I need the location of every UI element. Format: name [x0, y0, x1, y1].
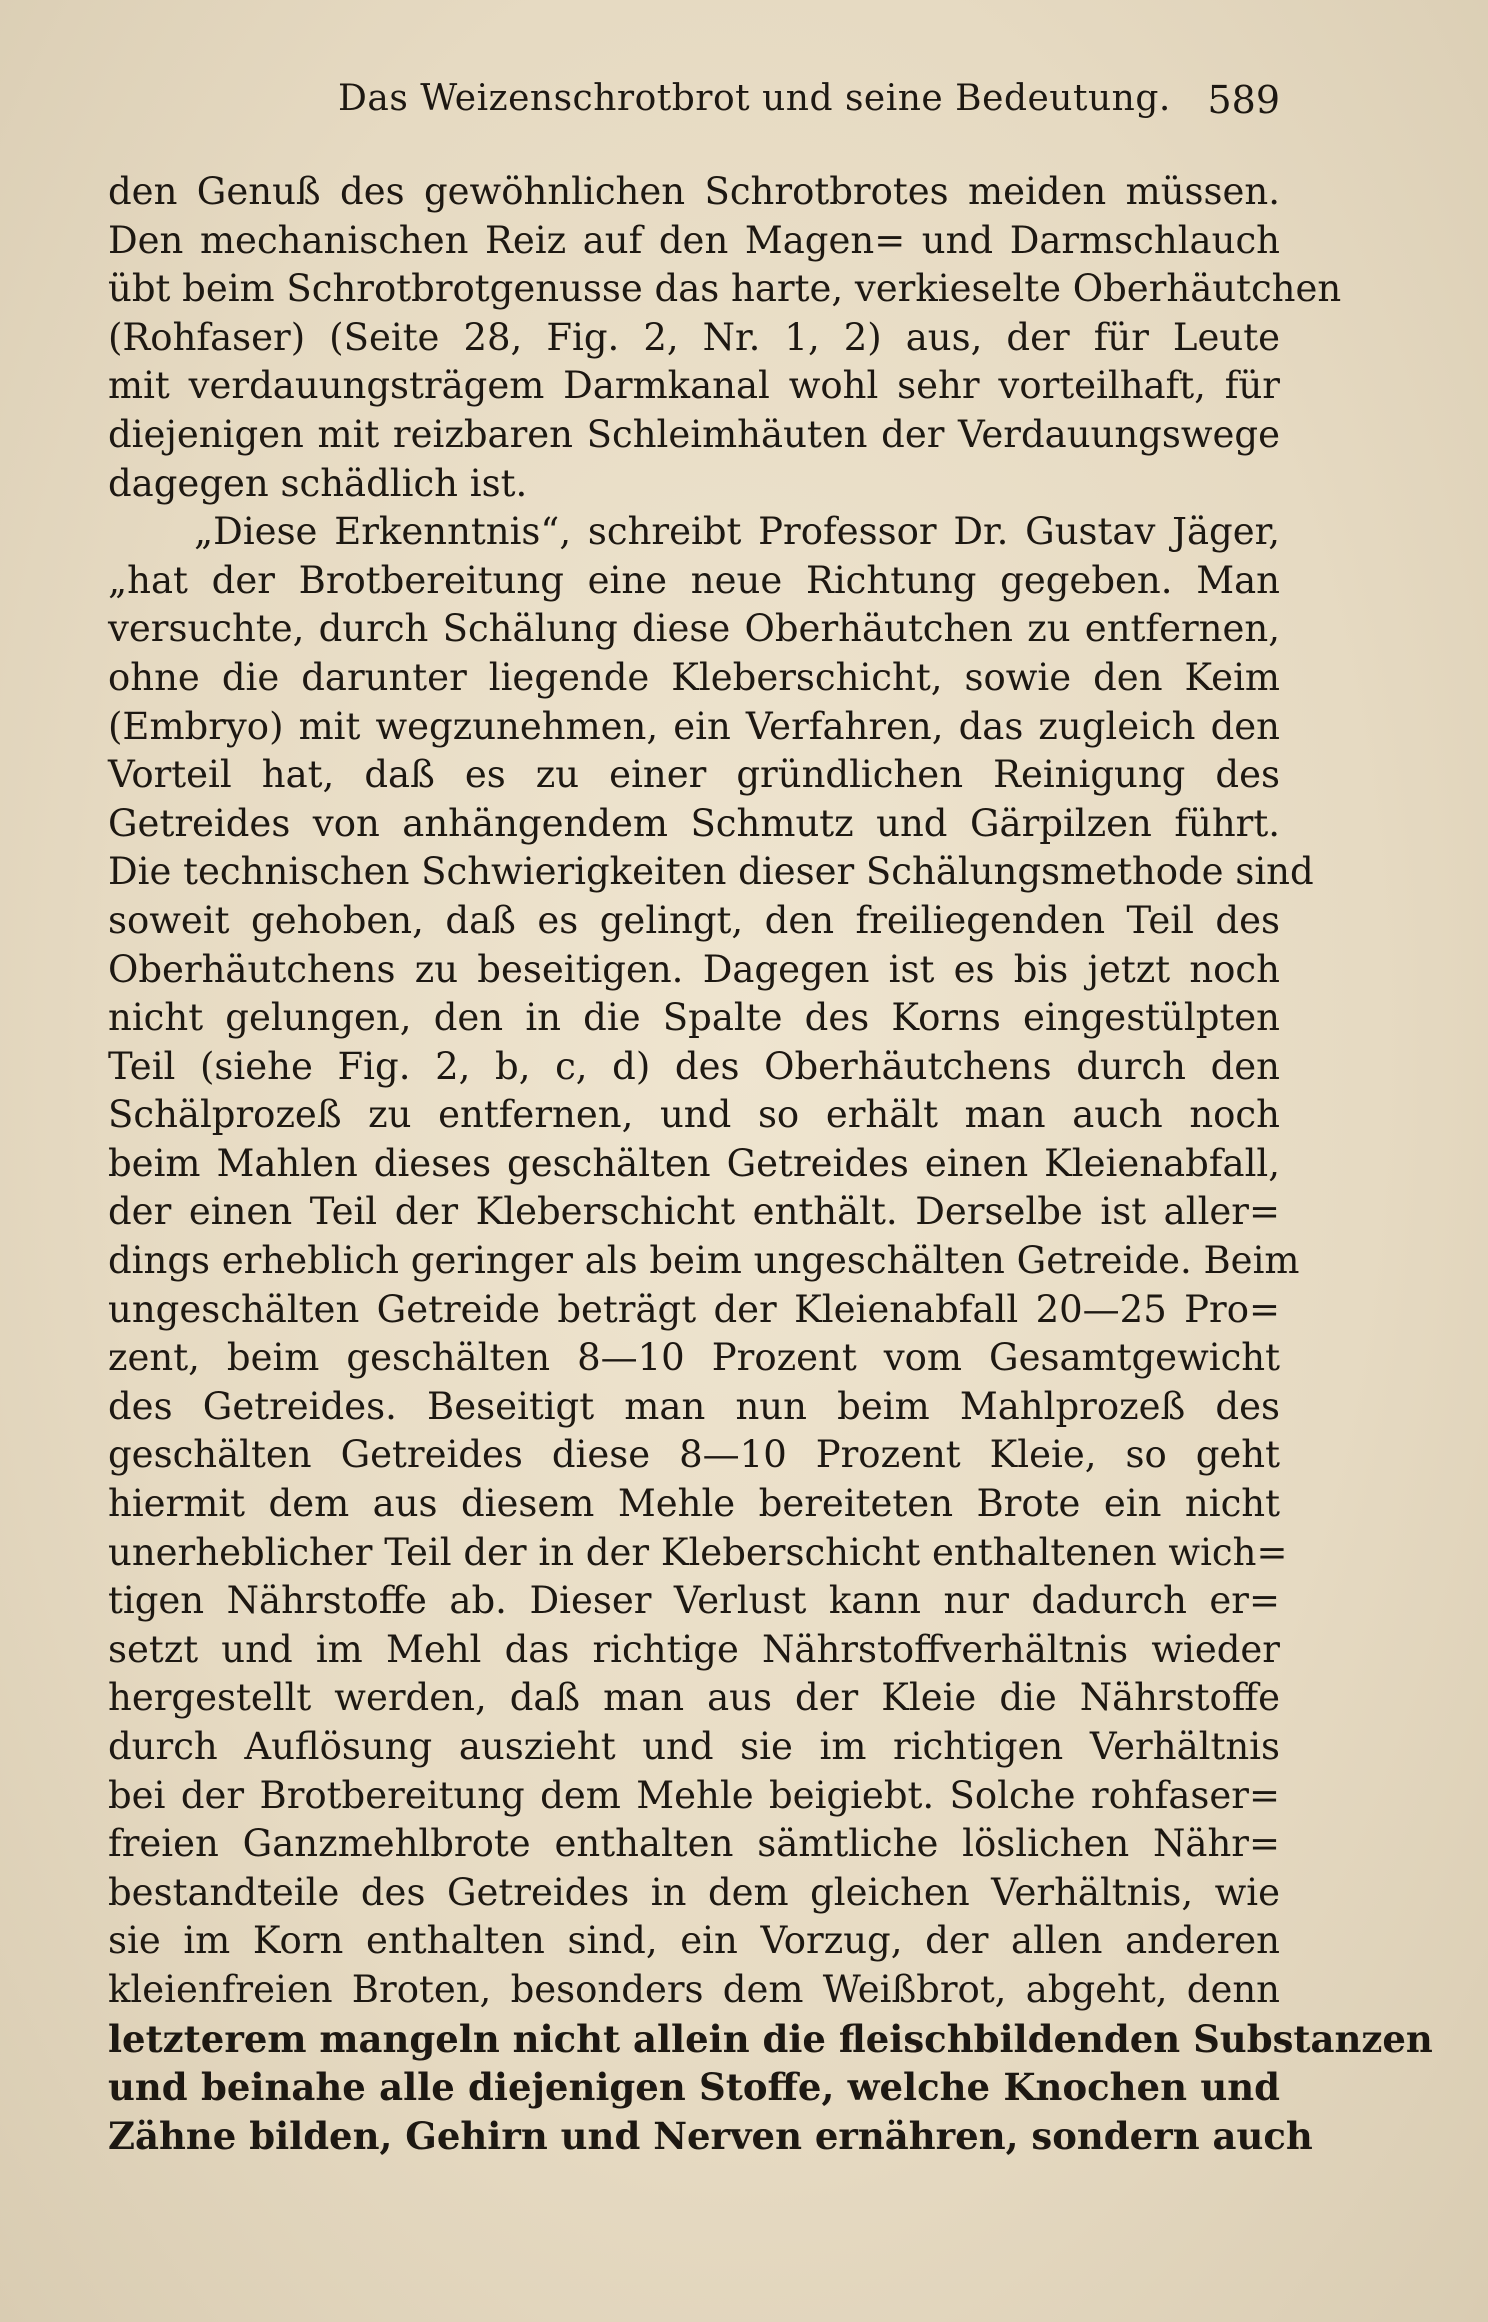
- text-line: Schälprozeß zu entfernen, und so erhält man auch noch: [108, 1093, 1280, 1137]
- text-line: setzt und im Mehl das richtige Nährstoffverhältnis wieder: [108, 1627, 1280, 1671]
- text-line: hergestellt werden, daß man aus der Kleie die Nährstoffe: [108, 1676, 1280, 1720]
- text-line: und beinahe alle diejenigen Stoffe, welche Knochen und: [108, 2065, 1280, 2110]
- text-line: mit verdauungsträgem Darmkanal wohl sehr vorteilhaft, für: [108, 364, 1280, 408]
- text-line: hiermit dem aus diesem Mehle bereiteten Brote ein nicht: [108, 1482, 1280, 1526]
- text-line: sie im Korn enthalten sind, ein Vorzug, der allen anderen: [108, 1919, 1280, 1963]
- text-line: geschälten Getreides diese 8—10 Prozent Kleie, so geht: [108, 1433, 1280, 1477]
- text-line: Oberhäutchens zu beseitigen. Dagegen ist es bis jetzt noch: [108, 947, 1280, 991]
- text-line: (Rohfaser) (Seite 28, Fig. 2, Nr. 1, 2) aus, der für Leute: [108, 315, 1280, 359]
- text-line: „Diese Erkenntnis“, schreibt Professor Dr. Gustav Jäger,: [194, 510, 1280, 554]
- text-line: dings erheblich geringer als beim ungeschälten Getreide. Beim: [108, 1239, 1300, 1283]
- text-line: tigen Nährstoffe ab. Dieser Verlust kann nur dadurch er=: [108, 1579, 1280, 1623]
- text-line: kleienfreien Broten, besonders dem Weißbrot, abgeht, denn: [108, 1967, 1280, 2011]
- page-number: 589: [1207, 78, 1280, 122]
- text-line: zent, beim geschälten 8—10 Prozent vom Gesamtgewicht: [108, 1336, 1280, 1380]
- text-line: ungeschälten Getreide beträgt der Kleienabfall 20—25 Pro=: [108, 1287, 1280, 1331]
- text-line: der einen Teil der Kleberschicht enthält. Derselbe ist aller=: [108, 1190, 1280, 1234]
- text-line: Vorteil hat, daß es zu einer gründlichen Reinigung des: [108, 753, 1280, 797]
- text-line: dagegen schädlich ist.: [108, 461, 528, 505]
- text-line: beim Mahlen dieses geschälten Getreides einen Kleienabfall,: [108, 1141, 1280, 1185]
- running-title: Das Weizenschrotbrot und seine Bedeutung.: [338, 78, 1171, 119]
- text-line: Die technischen Schwierigkeiten dieser Schälungsmethode sind: [108, 850, 1314, 894]
- text-line: freien Ganzmehlbrote enthalten sämtliche löslichen Nähr=: [108, 1822, 1280, 1866]
- text-line: übt beim Schrotbrotgenusse das harte, verkieselte Oberhäutchen: [108, 267, 1342, 311]
- text-line: Getreides von anhängendem Schmutz und Gärpilzen führt.: [108, 801, 1280, 845]
- text-line: diejenigen mit reizbaren Schleimhäuten der Verdauungswege: [108, 412, 1280, 456]
- text-line: nicht gelungen, den in die Spalte des Korns eingestülpten: [108, 996, 1280, 1040]
- text-line: Den mechanischen Reiz auf den Magen= und Darmschlauch: [108, 218, 1280, 262]
- text-line: „hat der Brotbereitung eine neue Richtung gegeben. Man: [108, 558, 1280, 602]
- text-line: versuchte, durch Schälung diese Oberhäutchen zu entfernen,: [108, 607, 1280, 651]
- text-line: Teil (siehe Fig. 2, b, c, d) des Oberhäutchens durch den: [108, 1044, 1280, 1088]
- text-line: ohne die darunter liegende Kleberschicht, sowie den Keim: [108, 655, 1280, 699]
- text-line: durch Auflösung auszieht und sie im richtigen Verhältnis: [108, 1725, 1280, 1768]
- text-line: (Embryo) mit wegzunehmen, ein Verfahren, das zugleich den: [108, 704, 1280, 748]
- text-line: unerheblicher Teil der in der Kleberschicht enthaltenen wich=: [108, 1530, 1288, 1574]
- body-text: [108, 168, 1433, 2160]
- text-line: bestandteile des Getreides in dem gleichen Verhältnis, wie: [108, 1870, 1280, 1914]
- page-header: [108, 78, 1280, 138]
- text-line: bei der Brotbereitung dem Mehle beigiebt. Solche rohfaser=: [108, 1773, 1280, 1817]
- text-line: des Getreides. Beseitigt man nun beim Mahlprozeß des: [108, 1384, 1280, 1428]
- text-line: den Genuß des gewöhnlichen Schrotbrotes meiden müssen.: [108, 170, 1280, 213]
- text-line: letzterem mangeln nicht allein die fleischbildenden Substanzen: [108, 2016, 1433, 2061]
- text-line: soweit gehoben, daß es gelingt, den freiliegenden Teil des: [108, 898, 1280, 942]
- text-line: Zähne bilden, Gehirn und Nerven ernähren, sondern auch: [108, 2113, 1313, 2158]
